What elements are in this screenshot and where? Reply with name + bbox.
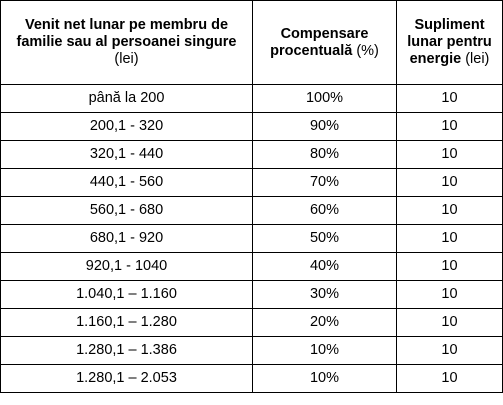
percent-cell: 60% [253,197,397,225]
percent-cell: 80% [253,141,397,169]
table-row [1,113,503,141]
income-cell: 320,1 - 440 [1,141,253,169]
percent-cell: 30% [253,281,397,309]
header-income-unit: (lei) [114,51,139,67]
percent-cell: 70% [253,169,397,197]
income-cell: 1.160,1 – 1.280 [1,309,253,337]
income-cell: 1.040,1 – 1.160 [1,281,253,309]
table-header-row [1,1,503,85]
income-cell: 200,1 - 320 [1,113,253,141]
header-income-label: Venit net lunar pe membru de familie sau al persoanei singure [16,17,237,50]
supplement-cell: 10 [397,141,503,169]
header-percent-label: Compensare procentuală [270,25,369,59]
percent-cell: 10% [253,337,397,365]
percent-cell: 10% [253,365,397,393]
percent-cell: 100% [253,85,397,113]
table-row [1,85,503,113]
supplement-cell: 10 [397,169,503,197]
supplement-cell: 10 [397,281,503,309]
income-cell: 440,1 - 560 [1,169,253,197]
supplement-cell: 10 [397,85,503,113]
supplement-cell: 10 [397,309,503,337]
income-cell: 680,1 - 920 [1,225,253,253]
percent-cell: 40% [253,253,397,281]
percent-cell: 20% [253,309,397,337]
supplement-cell: 10 [397,253,503,281]
table-row [1,141,503,169]
percent-cell: 50% [253,225,397,253]
income-cell: 560,1 - 680 [1,197,253,225]
supplement-cell: 10 [397,365,503,393]
table-row [1,197,503,225]
header-percent [253,1,397,85]
table-row [1,253,503,281]
header-percent-unit: (%) [352,42,379,59]
supplement-cell: 10 [397,337,503,365]
percent-cell: 90% [253,113,397,141]
income-cell: 920,1 - 1040 [1,253,253,281]
income-cell: 1.280,1 – 1.386 [1,337,253,365]
header-supplement-unit: (lei) [461,51,490,67]
table-row [1,337,503,365]
supplement-cell: 10 [397,225,503,253]
table-row [1,225,503,253]
table-row [1,309,503,337]
table-row [1,365,503,393]
supplement-cell: 10 [397,113,503,141]
income-cell: 1.280,1 – 2.053 [1,365,253,393]
table-row [1,169,503,197]
table-row [1,281,503,309]
income-cell: până la 200 [1,85,253,113]
supplement-cell: 10 [397,197,503,225]
header-supplement-label: Supliment lunar pentru energie [407,17,492,67]
header-supplement [397,1,503,85]
header-income [1,1,253,85]
